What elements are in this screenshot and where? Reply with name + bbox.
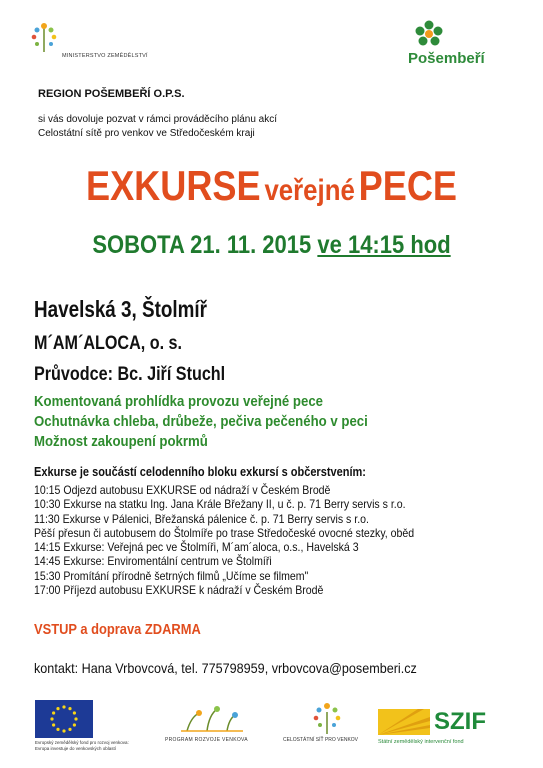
title-part-exkurse: EXKURSE	[85, 162, 261, 209]
title-part-verejne: veřejné	[264, 174, 355, 207]
ministry-of-agriculture-logo	[28, 20, 158, 70]
title-part-pece: PECE	[358, 162, 458, 209]
eu-caption-line: Evropský zemědělský fond pro rozvoj venkova:	[35, 740, 129, 745]
prv-caption: PROGRAM ROZVOJE VENKOVA	[165, 737, 248, 743]
schedule-item: 17:00 Příjezd autobusu EXKURSE k nádraží v Českém Brodě	[34, 583, 324, 598]
sprouts-icon	[177, 703, 247, 733]
szif-caption: Státní zemědělský intervenční fond	[378, 739, 464, 745]
sprout-icon	[28, 20, 62, 54]
posemberi-label: Pošembeří	[408, 50, 485, 67]
schedule-item: 10:15 Odjezd autobusu EXKURSE od nádraží v Českém Brodě	[34, 483, 331, 497]
event-time: ve 14:15 hod	[317, 231, 451, 259]
schedule-item: 11:30 Exkurse v Pálenici, Břežanská pálenice č. p. 71 Berry servis s r.o.	[34, 511, 369, 526]
schedule-item: 10:30 Exkurse na statku Ing. Jana Krále Břežany II, u č. p. 71 Berry servis s r.o.	[34, 497, 406, 512]
flower-icon	[414, 20, 444, 48]
event-date	[33, 231, 511, 260]
contact-line: kontakt: Hana Vrbovcová, tel. 775798959, vrbovcova@posemberi.cz	[34, 660, 417, 676]
host-organization: M´AM´ALOCA, o. s.	[34, 333, 183, 354]
guide-name: Průvodce: Bc. Jiří Stuchl	[34, 364, 226, 385]
intro-line: si vás dovoluje pozvat v rámci prováděcího plánu akcí	[38, 114, 278, 125]
organizer-name: REGION POŠEMBEŘÍ O.P.S.	[38, 88, 185, 100]
eu-caption	[35, 740, 129, 752]
css-caption: CELOSTÁTNÍ SÍŤ PRO VENKOV	[283, 737, 359, 743]
rural-development-program-logo	[165, 703, 255, 753]
schedule-list	[34, 483, 414, 597]
network-flower-icon	[307, 700, 347, 734]
schedule-item: 14:45 Exkurse: Enviromentální centrum ve Štolmíři	[34, 554, 272, 569]
szif-wordmark: SZIF	[434, 708, 486, 735]
highlight-item: Komentovaná prohlídka provozu veřejné pece	[34, 393, 324, 410]
schedule-item: 15:30 Promítání přírodně šetrných filmů „Učíme se filmem"	[34, 568, 309, 583]
posemberi-logo	[400, 20, 520, 75]
highlight-item: Ochutnávka chleba, drůbeže, pečiva pečeného v peci	[34, 413, 368, 430]
event-day: SOBOTA 21. 11. 2015	[92, 231, 312, 259]
national-rural-network-logo	[283, 700, 373, 755]
schedule-item: Pěší přesun či autobusem do Štolmíře po trase Středočeské ovocné stezky, oběd	[34, 525, 415, 540]
eu-fund-logo	[35, 700, 155, 756]
free-entry-notice: VSTUP a doprava ZDARMA	[34, 621, 201, 638]
highlight-item: Možnost zakoupení pokrmů	[34, 433, 208, 450]
program-heading: Exkurse je součástí celodenního bloku exkursí s občerstvením:	[34, 465, 366, 479]
field-icon	[378, 709, 430, 735]
eu-caption-line: Evropa investuje do venkovských oblastí	[35, 746, 117, 751]
intro-line: Celostátní sítě pro venkov ve Středočeském kraji	[38, 128, 255, 139]
ministry-label: MINISTERSTVO ZEMĚDĚLSTVÍ	[62, 53, 148, 59]
schedule-item: 14:15 Exkurse: Veřejná pec ve Štolmíři, M´am´aloca, o.s., Havelská 3	[34, 540, 359, 555]
venue-address: Havelská 3, Štolmíř	[34, 296, 207, 322]
eu-flag-icon	[35, 700, 93, 738]
szif-logo	[378, 703, 508, 753]
event-title	[38, 162, 505, 210]
